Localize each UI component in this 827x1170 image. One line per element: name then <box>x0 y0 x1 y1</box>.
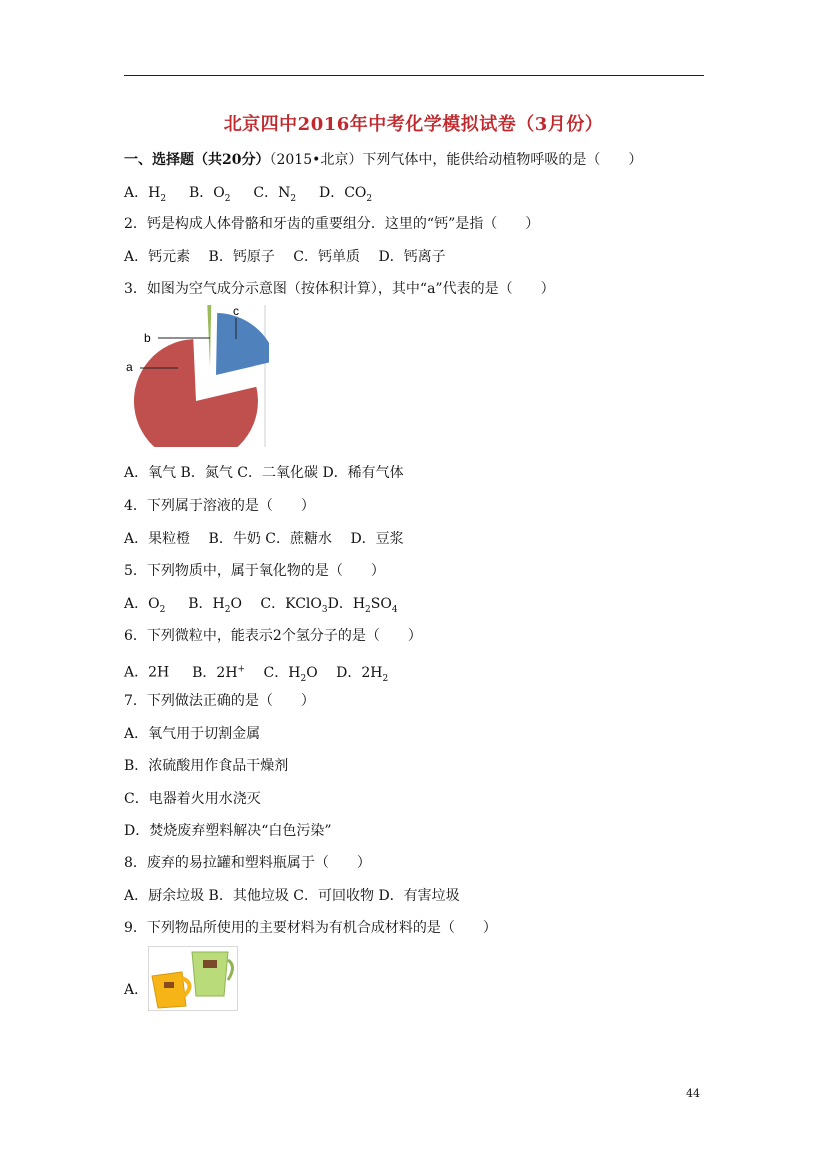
question-3-text: 3．如图为空气成分示意图（按体积计算），其中“a”代表的是（ ） <box>124 281 555 297</box>
question-9-option-a-label: A． <box>124 982 149 998</box>
question-5-text: 5．下列物质中，属于氧化物的是（ ） <box>124 563 385 579</box>
question-2-text: 2．钙是构成人体骨骼和牙齿的重要组分．这里的“钙”是指（ ） <box>124 216 540 232</box>
option-d: D．$2H_2$ <box>336 664 389 684</box>
option-d: D．$CO_2$ <box>318 185 373 204</box>
pie-label-b: b <box>144 331 151 345</box>
option-a: A．$H_2$ <box>124 185 167 204</box>
question-1-text: （2015•北京）下列气体中，能供给动植物呼吸的是（ ） <box>269 152 643 168</box>
question-7-option-b: B．浓硫酸用作食品干燥剂 <box>124 758 289 774</box>
page-number: 44 <box>686 1087 700 1100</box>
header-rule <box>124 75 704 76</box>
section-heading: 一、选择题（共20分） <box>124 152 270 168</box>
question-4-text: 4．下列属于溶液的是（ ） <box>124 498 315 514</box>
pie-label-c: c <box>233 305 239 318</box>
question-5-options <box>124 594 398 620</box>
question-2-options: A．钙元素 B．钙原子 C．钙单质 D．钙离子 <box>124 249 446 265</box>
question-1 <box>124 150 642 170</box>
page-title: 北京四中2016年中考化学模拟试卷（3月份） <box>223 114 604 135</box>
question-6-text: 6．下列微粒中，能表示2个氢分子的是（ ） <box>124 628 422 644</box>
option-a: A．$O_2$ <box>124 596 166 615</box>
question-8-text: 8．废弃的易拉罐和塑料瓶属于（ ） <box>124 855 371 871</box>
question-7-option-d: D．焚烧废弃塑料解决“白色污染” <box>124 823 332 839</box>
plastic-cup-image <box>148 946 238 1011</box>
air-composition-pie-chart <box>124 305 269 447</box>
option-b: B．2H+ <box>192 664 246 681</box>
option-c: C．$N_2$ <box>253 185 297 204</box>
question-1-options <box>124 183 372 209</box>
option-c: C．$H_2O$ <box>263 664 318 684</box>
question-7-text: 7．下列做法正确的是（ ） <box>124 693 315 709</box>
option-c: C．KClO$_3$ <box>260 596 328 615</box>
pie-slice-b <box>207 305 211 367</box>
question-4-options: A．果粒橙 B．牛奶 C．蔗糖水 D．豆浆 <box>124 531 404 547</box>
question-6-options <box>124 659 388 688</box>
option-b: B．$O_2$ <box>188 185 231 204</box>
pie-slice-c <box>216 313 269 375</box>
option-a: A．2H <box>124 664 170 681</box>
question-3-options: A．氧气 B．氮气 C．二氧化碳 D．稀有气体 <box>124 465 404 481</box>
question-9-text: 9．下列物品所使用的主要材料为有机合成材料的是（ ） <box>124 920 497 936</box>
pie-label-a: a <box>126 360 133 374</box>
question-8-options: A．厨余垃圾 B．其他垃圾 C．可回收物 D．有害垃圾 <box>124 888 460 904</box>
question-7-option-c: C．电器着火用水浇灭 <box>124 791 261 807</box>
option-b: B．$H_2O$ <box>188 596 242 615</box>
question-7-option-a: A．氧气用于切割金属 <box>124 726 261 742</box>
option-d: D．$H_2SO_4$ <box>327 596 398 615</box>
